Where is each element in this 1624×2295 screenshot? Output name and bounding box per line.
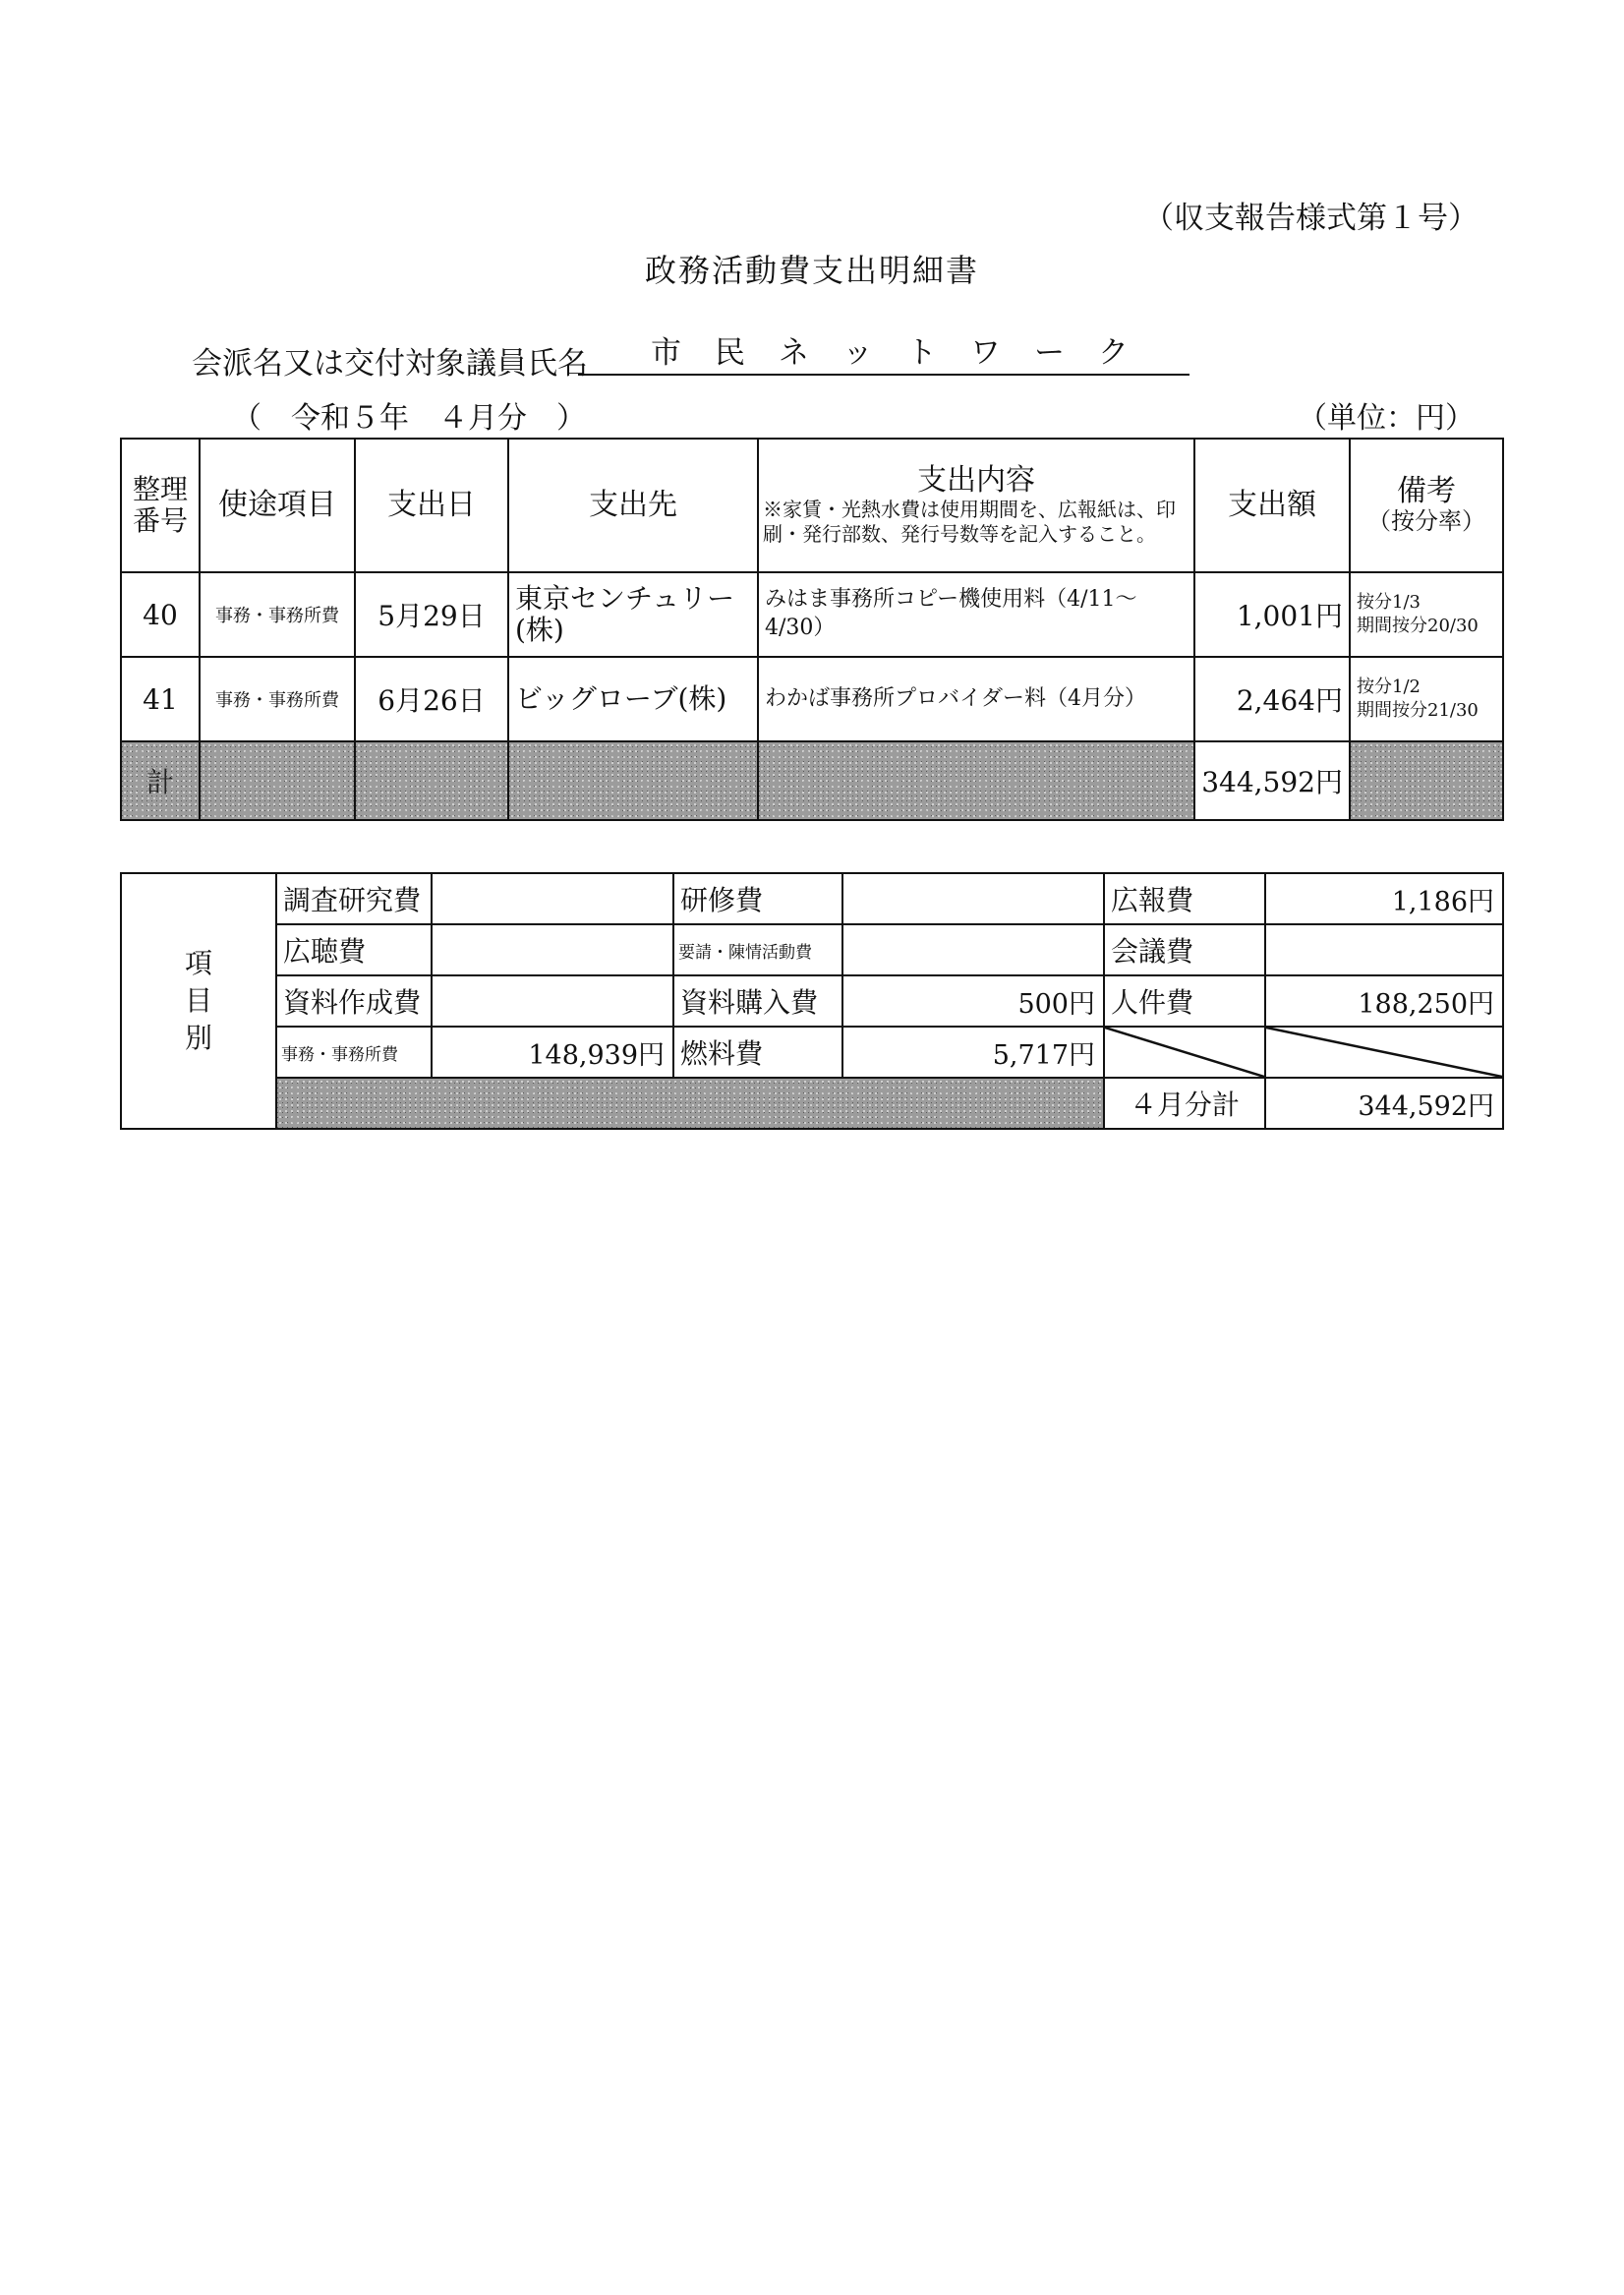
summary-row: [121, 873, 1503, 924]
total-amount: 344,592円: [1194, 741, 1350, 820]
row-remarks-period: 期間按分21/30: [1357, 700, 1479, 721]
row-category: 事務・事務所費: [200, 657, 355, 741]
summary-value: [432, 873, 673, 924]
side-char: 別: [184, 1021, 212, 1054]
summary-label: 研修費: [673, 873, 842, 924]
row-category: 事務・事務所費: [200, 572, 355, 657]
shaded-cell: [276, 1078, 1104, 1129]
summary-label: 燃料費: [673, 1027, 842, 1078]
detail-row: [121, 572, 1503, 657]
form-number: （収支報告様式第１号）: [1143, 201, 1479, 236]
detail-row: [121, 657, 1503, 741]
diagonal-blank-cell: [1265, 1027, 1503, 1078]
header-date: 支出日: [355, 439, 508, 572]
side-char: 目: [184, 984, 212, 1018]
summary-label: 広報費: [1104, 873, 1265, 924]
row-remarks-ratio: 按分1/2: [1357, 676, 1421, 697]
detail-header-row: [121, 439, 1503, 572]
header-content-note: ※家賃・光熱水費は使用期間を、広報紙は、印刷・発行部数、発行号数等を記入すること。: [763, 498, 1176, 547]
row-content: わかば事務所プロバイダー料（4月分）: [758, 657, 1194, 741]
shaded-cell: [758, 741, 1194, 820]
summary-label: 資料作成費: [276, 975, 432, 1027]
header-remarks-sub: （按分率）: [1367, 507, 1485, 536]
summary-value: [842, 924, 1104, 975]
summary-side-label: [121, 873, 276, 1129]
summary-value: [1265, 924, 1503, 975]
summary-label: 会議費: [1104, 924, 1265, 975]
shaded-cell: [200, 741, 355, 820]
summary-row: [121, 1027, 1503, 1078]
org-name: 市民ネットワーク: [578, 332, 1189, 376]
row-date: 5月29日: [355, 572, 508, 657]
summary-value: 188,250円: [1265, 975, 1503, 1027]
row-remarks-ratio: 按分1/3: [1357, 591, 1421, 613]
shaded-cell: [1350, 741, 1503, 820]
summary-label: 事務・事務所費: [276, 1027, 432, 1078]
row-payee: 東京センチュリー(株): [508, 572, 758, 657]
summary-value: 5,717円: [842, 1027, 1104, 1078]
row-amount: 2,464円: [1194, 657, 1350, 741]
summary-value: [432, 924, 673, 975]
summary-label: 資料購入費: [673, 975, 842, 1027]
row-content: みはま事務所コピー機使用料（4/11～4/30）: [758, 572, 1194, 657]
row-payee: ビッグローブ(株): [508, 657, 758, 741]
row-no: 40: [121, 572, 200, 657]
summary-label: 広聴費: [276, 924, 432, 975]
row-no: 41: [121, 657, 200, 741]
summary-value: 500円: [842, 975, 1104, 1027]
total-row: [121, 741, 1503, 820]
summary-total-row: [121, 1078, 1503, 1129]
header-remarks: [1350, 439, 1503, 572]
summary-value: 1,186円: [1265, 873, 1503, 924]
side-char: 項: [184, 947, 212, 980]
summary-value: [432, 975, 673, 1027]
month-total-value: 344,592円: [1265, 1078, 1503, 1129]
summary-row: [121, 924, 1503, 975]
header-content: [758, 439, 1194, 572]
org-label: 会派名又は交付対象議員氏名: [192, 346, 588, 382]
summary-label: 人件費: [1104, 975, 1265, 1027]
document-title: 政務活動費支出明細書: [644, 252, 979, 289]
total-label: 計: [121, 741, 200, 820]
row-date: 6月26日: [355, 657, 508, 741]
summary-row: [121, 975, 1503, 1027]
header-remarks-title: 備考: [1397, 473, 1456, 508]
shaded-cell: [355, 741, 508, 820]
month-total-label: ４月分計: [1104, 1078, 1265, 1129]
header-category: 使途項目: [200, 439, 355, 572]
row-amount: 1,001円: [1194, 572, 1350, 657]
shaded-cell: [508, 741, 758, 820]
header-amount: 支出額: [1194, 439, 1350, 572]
header-no: 整理番号: [121, 439, 200, 572]
header-payee: 支出先: [508, 439, 758, 572]
summary-label: 調査研究費: [276, 873, 432, 924]
row-remarks-period: 期間按分20/30: [1357, 616, 1479, 636]
header-content-title: 支出内容: [917, 462, 1035, 498]
summary-value: [842, 873, 1104, 924]
expense-detail-table: [120, 438, 1504, 821]
row-remarks: [1350, 657, 1503, 741]
summary-label: 要請・陳情活動費: [673, 924, 842, 975]
report-period: （ 令和５年 ４月分 ）: [232, 401, 586, 436]
unit-label: （単位：円）: [1298, 401, 1475, 436]
category-summary-table: [120, 872, 1504, 1130]
summary-value: 148,939円: [432, 1027, 673, 1078]
row-remarks: [1350, 572, 1503, 657]
diagonal-blank-cell: [1104, 1027, 1265, 1078]
